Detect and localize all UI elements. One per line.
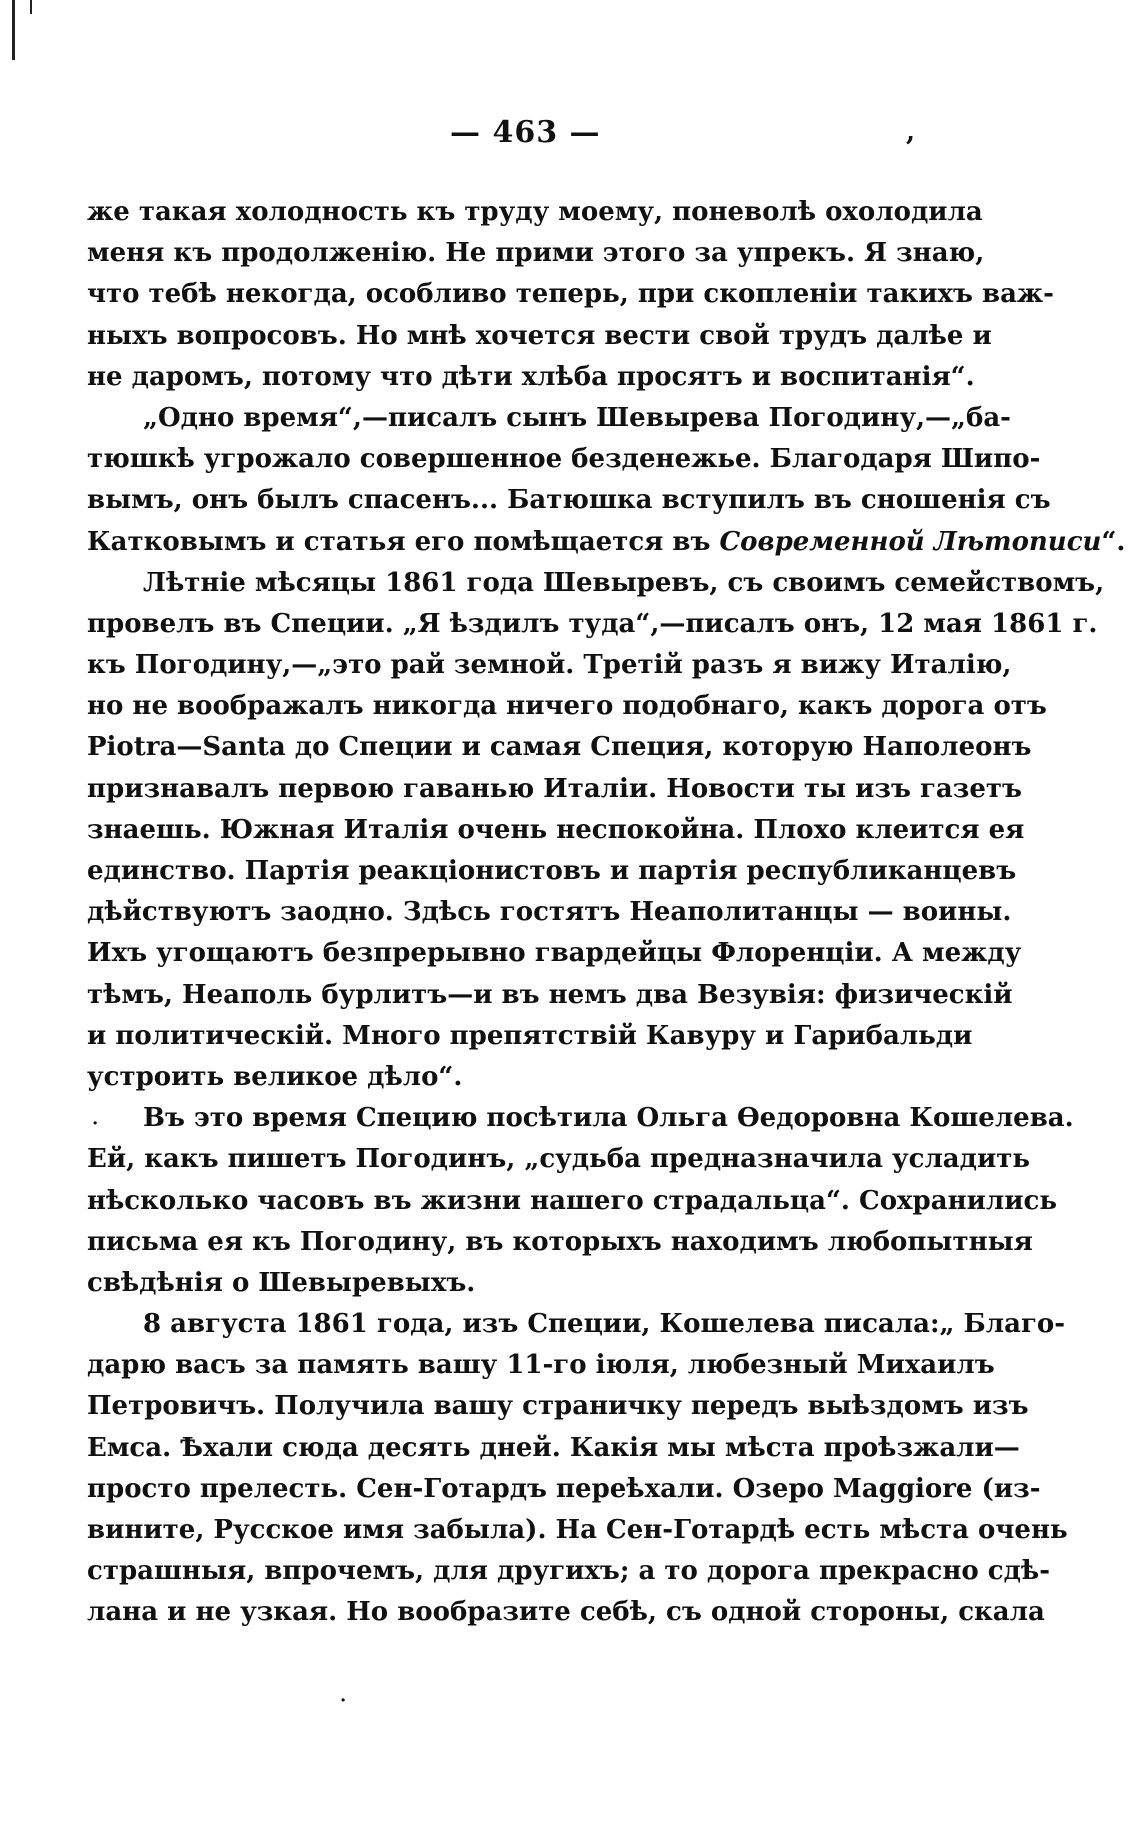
scan-edge-tick bbox=[30, 0, 32, 14]
stray-ink-dot: · bbox=[340, 1690, 347, 1711]
text-line: ныхъ вопросовъ. Но мнѣ хочется вести свой трудъ далѣе и bbox=[87, 320, 992, 351]
text-line: Въ это время Специю посѣтила Ольга Ѳедоровна Кошелева. bbox=[143, 1103, 1074, 1134]
stray-ink-mark: , bbox=[906, 117, 916, 147]
text-line: свѣдѣнія о Шевыревыхъ. bbox=[87, 1267, 476, 1298]
text-line: просто прелесть. Сен-Готардъ переѣхали. Озеро Maggiore (из- bbox=[87, 1473, 1041, 1504]
text-line: нѣсколько часовъ въ жизни нашего страдальца“. Сохранились bbox=[87, 1185, 1057, 1216]
text-line: Петровичъ. Получила вашу страничку передъ выѣздомъ изъ bbox=[87, 1391, 1029, 1422]
page-header bbox=[0, 115, 1140, 155]
paragraph bbox=[87, 398, 1126, 563]
text-run: “. bbox=[1101, 526, 1126, 557]
text-line: дѣйствуютъ заодно. Здѣсь гостятъ Неаполитанцы — воины. bbox=[87, 897, 1012, 928]
text-line: не даромъ, потому что дѣти хлѣба просятъ и воспитанія“. bbox=[87, 361, 975, 392]
page-number: — 463 — bbox=[450, 115, 601, 150]
text-line: вините, Русское имя забыла). На Сен-Готардѣ есть мѣста очень bbox=[87, 1515, 1068, 1545]
text-line: вымъ, онъ былъ спасенъ... Батюшка вступилъ въ сношенія съ bbox=[87, 485, 1051, 516]
text-line: страшныя, впрочемъ, для другихъ; а то дорога прекрасно сдѣ- bbox=[87, 1556, 1050, 1587]
text-line: дарю васъ за память вашу 11-го іюля, любезный Михаилъ bbox=[87, 1350, 995, 1381]
paragraph bbox=[87, 1098, 1074, 1304]
text-line: „Одно время“,—писалъ сынъ Шевырева Погодину,—„ба- bbox=[143, 402, 1011, 433]
text-line bbox=[87, 522, 1126, 563]
text-line: же такая холодность къ труду моему, поневолѣ охолодила bbox=[87, 197, 983, 227]
paragraph bbox=[87, 563, 1105, 1098]
text-line: Емса. Ѣхали сюда десять дней. Какія мы мѣста проѣзжали— bbox=[87, 1432, 1020, 1463]
text-line: что тебѣ некогда, особливо теперь, при скопленіи такихъ важ- bbox=[87, 279, 1054, 310]
text-line: къ Погодину,—„это рай земной. Третій разъ я вижу Италію, bbox=[87, 650, 1012, 681]
text-run: Катковымъ и статья его помѣщается въ bbox=[87, 526, 720, 557]
text-line: 8 августа 1861 года, изъ Специи, Кошелева писала:„ Благо- bbox=[143, 1309, 1066, 1340]
text-line: Piotra—Santa до Специи и самая Специя, которую Наполеонъ bbox=[87, 732, 1032, 763]
text-line: но не воображалъ никогда ничего подобнаго, какъ дорога отъ bbox=[87, 691, 1047, 722]
text-line: провелъ въ Специи. „Я ѣздилъ туда“,—писалъ онъ, 12 мая 1861 г. bbox=[87, 608, 1098, 639]
stray-ink-dot: · bbox=[92, 1113, 99, 1134]
text-line: Ей, какъ пишетъ Погодинъ, „судьба предназначила усладить bbox=[87, 1144, 1031, 1175]
body-text bbox=[87, 192, 1126, 1634]
text-line: признавалъ первою гаванью Италіи. Новости ты изъ газетъ bbox=[87, 773, 1022, 804]
text-line: Лѣтніе мѣсяцы 1861 года Шевыревъ, съ своимъ семействомъ, bbox=[143, 567, 1105, 598]
text-line: лана и не узкая. Но вообразите себѣ, съ одной стороны, скала bbox=[87, 1597, 1045, 1628]
text-line: устроить великое дѣло“. bbox=[87, 1061, 463, 1092]
journal-title: Современной Лѣтописи bbox=[719, 526, 1102, 557]
paragraph bbox=[87, 1304, 1068, 1634]
text-line: тѣмъ, Неаполь бурлитъ—и въ немъ два Везувія: физическій bbox=[87, 979, 1013, 1010]
text-line: письма ея къ Погодину, въ которыхъ находимъ любопытныя bbox=[87, 1226, 1033, 1257]
scan-edge-mark bbox=[12, 0, 15, 60]
paragraph bbox=[87, 192, 1054, 398]
text-line: знаешь. Южная Италія очень неспокойна. Плохо клеится ея bbox=[87, 814, 1025, 845]
text-line: единство. Партія реакціонистовъ и партія республиканцевъ bbox=[87, 856, 1017, 886]
text-line: тюшкѣ угрожало совершенное безденежье. Благодаря Шипо- bbox=[87, 444, 1041, 475]
text-line: и политическій. Много препятствій Кавуру и Гарибальди bbox=[87, 1020, 973, 1051]
text-line: меня къ продолженію. Не прими этого за упрекъ. Я знаю, bbox=[87, 238, 985, 269]
text-line: Ихъ угощаютъ безпрерывно гвардейцы Флоренціи. А между bbox=[87, 938, 1022, 969]
